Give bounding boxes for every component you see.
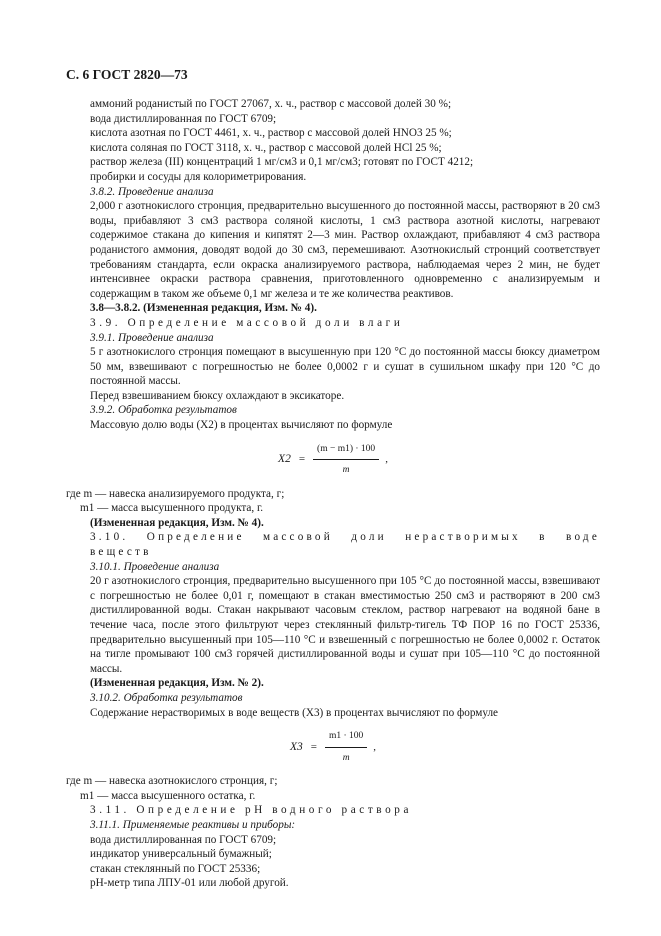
header-text: С. 6 ГОСТ 2820—73: [66, 67, 188, 82]
reagent-line: кислота азотная по ГОСТ 4461, х. ч., раствор с массовой долей HNO3 25 %;: [90, 127, 452, 140]
equipment-line: pH-метр типа ЛПУ-01 или любой другой.: [90, 877, 289, 890]
revision-note: (Измененная редакция, Изм. № 2).: [90, 677, 264, 690]
formula-fraction: [313, 442, 379, 478]
section-3-8-2-paragraph: 2,000 г азотнокислого стронция, предварительно высушенного до постоянной массы, растворяют в 20 см3 воды, прибавляют 3 см3 раствора соляной кислоты, 1 см3 раствора азотной кислоты, нагревают содержимое стакана до кипения и кипятят 2—3 мин. Раствор охлаждают, прибавляют 4 см3 раствора роданистого аммония, доводят водой до 30 см3, перемешивают. Азотнокислый стронций соответствует требованиям стандарта, если окраска анализируемого раствора, наблюдаемая через 2 мин, не будет интенсивнее окраски раствора сравнения, приготовленного одновременно с анализируемым и содержащим в таком же объеме 0,1 мг железа и те же количества реактивов.: [90, 200, 600, 300]
equals-sign: =: [298, 453, 306, 466]
section-3-9-1-paragraph: 5 г азотнокислого стронция помещают в высушенную при 120 °С до постоянной массы бюксу диаметром 50 мм, взвешивают с погрешностью не более 0,0002 г и сушат в сушильном шкафу при 120 °С до постоянной массы.: [90, 346, 600, 388]
reagent-line: аммоний роданистый по ГОСТ 27067, х. ч., раствор с массовой долей 30 %;: [90, 98, 452, 110]
revision-note: (Измененная редакция, Изм. № 4).: [90, 516, 264, 529]
formula-moisture: [66, 433, 600, 487]
section-3-9-heading: 3.9. Определение массовой доли влаги: [90, 316, 404, 329]
formula-numerator: m1 · 100: [325, 729, 367, 748]
formula-insoluble: [66, 720, 600, 774]
page-header: [66, 68, 188, 83]
section-3-9-1-note: Перед взвешиванием бюксу охлаждают в эксикаторе.: [90, 389, 345, 402]
section-3-10-1-heading: 3.10.1. Проведение анализа: [90, 560, 220, 573]
formula-numerator: (m − m1) · 100: [313, 442, 379, 461]
section-3-9-2-heading: 3.9.2. Обработка результатов: [90, 404, 237, 417]
section-3-11-1-heading: 3.11.1. Применяемые реактивы и приборы:: [90, 818, 296, 831]
reagent-line: пробирки и сосуды для колориметрирования.: [90, 170, 307, 183]
where-line: m1 — масса высушенного остатка, г.: [80, 789, 256, 802]
where-line: где m — навеска анализируемого продукта, г;: [66, 487, 285, 500]
equipment-line: стакан стеклянный по ГОСТ 25336;: [90, 862, 261, 875]
revision-note: 3.8—3.8.2. (Измененная редакция, Изм. № 4).: [90, 302, 317, 315]
section-3-10-2-paragraph: Содержание нерастворимых в воде веществ (X3) в процентах вычисляют по формуле: [90, 706, 499, 719]
section-3-10-heading: 3.10. Определение массовой доли нерастворимых в воде веществ: [90, 531, 600, 559]
where-line: m1 — масса высушенного продукта, г.: [80, 502, 264, 515]
body-text: [66, 97, 600, 891]
equipment-line: индикатор универсальный бумажный;: [90, 848, 272, 861]
section-3-11-heading: 3.11. Определение pH водного раствора: [90, 804, 413, 817]
formula-lhs: X2: [278, 453, 291, 466]
equals-sign: =: [310, 740, 317, 753]
section-3-9-1-heading: 3.9.1. Проведение анализа: [90, 331, 214, 344]
formula-denominator: m: [342, 752, 350, 763]
equipment-line: вода дистиллированная по ГОСТ 6709;: [90, 833, 277, 846]
section-3-8-2-heading: 3.8.2. Проведение анализа: [90, 185, 214, 198]
where-line: где m — навеска азотнокислого стронция, г;: [66, 775, 278, 788]
reagent-line: кислота соляная по ГОСТ 3118, х. ч., раствор с массовой долей HCl 25 %;: [90, 141, 442, 154]
section-3-10-2-heading: 3.10.2. Обработка результатов: [90, 691, 243, 704]
formula-comma: ,: [373, 740, 377, 753]
formula-denominator: m: [342, 465, 350, 476]
reagent-line: раствор железа (III) концентраций 1 мг/см3 и 0,1 мг/см3; готовят по ГОСТ 4212;: [90, 156, 474, 169]
reagent-line: вода дистиллированная по ГОСТ 6709;: [90, 112, 277, 125]
section-3-9-2-paragraph: Массовую долю воды (X2) в процентах вычисляют по формуле: [90, 419, 393, 432]
section-3-10-1-paragraph: 20 г азотнокислого стронция, предварительно высушенного при 105 °С до постоянной массы, взвешивают с погрешностью не более 0,01 г, помещают в стакан вместимостью 250 см3 и растворяют в 200 см3 дистиллированной воды. Стакан накрывают часовым стеклом, раствор нагревают на водяной бане в течение часа, после этого фильтруют через стеклянный фильтр-тигель ТФ ПОР 16 по ГОСТ 25336, предварительно высушенный при 105—110 °С и взвешенный с погрешностью не более 0,0002 г. Остаток на тигле промывают 100 см3 горячей дистиллированной воды и сушат при 105—110 °С до постоянной массы.: [90, 575, 600, 675]
formula-lhs: X3: [289, 740, 303, 753]
formula-fraction: [325, 729, 367, 765]
formula-comma: ,: [385, 453, 388, 466]
